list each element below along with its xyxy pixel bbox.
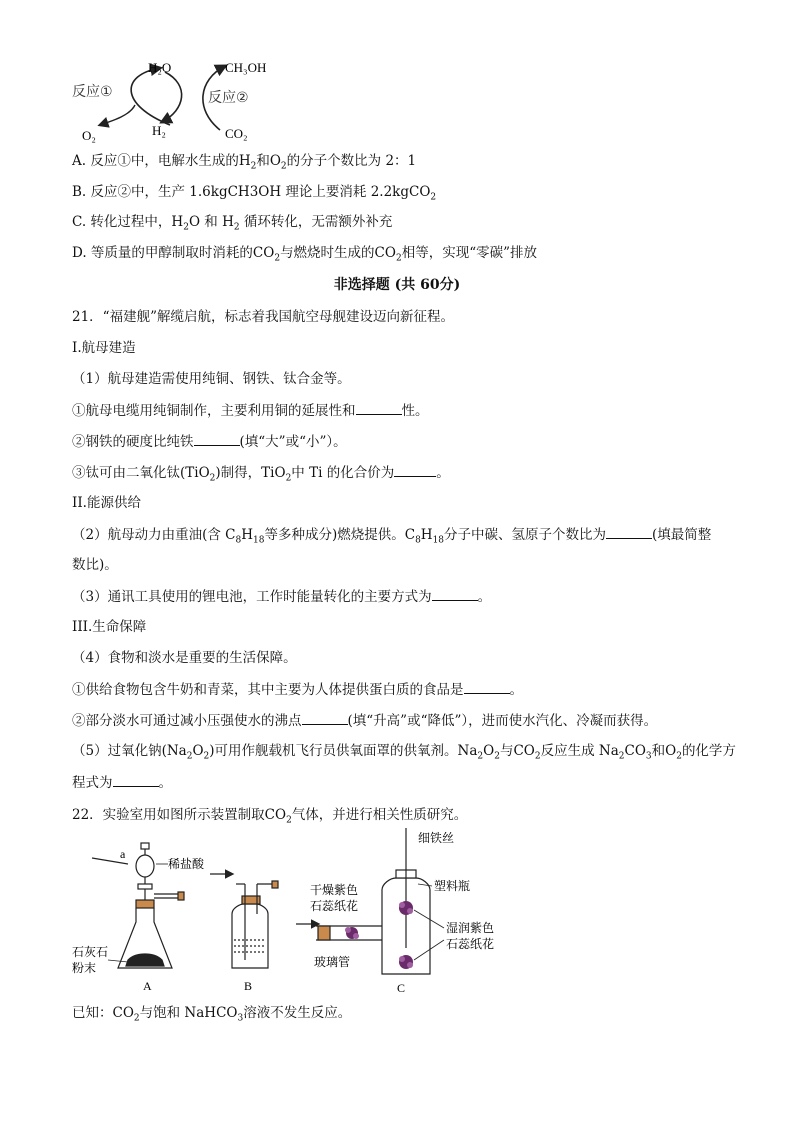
q22-known: 已知：$CO_2$与饱和 NaHCO$_3$溶液不发生反应。: [72, 1005, 352, 1024]
q21-s1b: ②钢铁的硬度比纯铁 (填“大”或“小”）。: [72, 431, 347, 452]
label-B: B: [244, 979, 253, 993]
q22-stem: 22．实验室用如图所示装置制取$CO_2$气体，并进行相关性质研究。: [72, 807, 468, 826]
label-a: a: [120, 847, 126, 861]
answer-blank[interactable]: [394, 462, 436, 477]
q21-part3: III.生命保障: [72, 619, 147, 635]
litmus-flower-dry: [345, 927, 359, 939]
label-bottle: 塑料瓶: [434, 879, 471, 893]
q21-s4a: ①供给食物包含牛奶和青菜，其中主要为人体提供蛋白质的食品是 。: [72, 679, 523, 700]
apparatus-b: [232, 881, 278, 968]
apparatus-diagram: [70, 828, 510, 1000]
label-wire: 细铁丝: [418, 831, 455, 845]
cycle-arrow-o2: [100, 105, 135, 125]
q21-stem: 21．“福建舰”解缆启航，标志着我国航空母舰建设迈向新征程。: [72, 309, 454, 325]
reaction1-label: 反应①: [72, 84, 113, 100]
label-limestone-2: 粉末: [72, 961, 97, 975]
answer-blank[interactable]: [113, 772, 159, 787]
label-tube: 玻璃管: [314, 955, 351, 969]
answer-blank[interactable]: [432, 586, 478, 601]
q21-s5: （5）过氧化钠$(Na_2O_2)$可用作舰载机飞行员供氧面罩的供氧剂。$Na_2O_2$与$CO_2$反应生成 $Na_2CO_3$和$O_2$的化学方: [72, 743, 736, 762]
o2-label: O₂: [82, 128, 96, 143]
ch3oh-label: CH₃OH: [225, 60, 267, 75]
litmus-flower-wet-lower: [399, 955, 413, 969]
cycle-arrow-h2: [162, 72, 182, 122]
answer-blank[interactable]: [606, 524, 652, 539]
option-c: C. 转化过程中，$H_2O$ 和 $H_2$ 循环转化，无需额外补充: [72, 214, 393, 233]
label-C: C: [397, 981, 406, 995]
q21-s1: （1）航母建造需使用纯铜、钢铁、钛合金等。: [72, 371, 351, 387]
h2o-label: H₂O: [148, 60, 172, 75]
label-wet-1: 湿润紫色: [446, 921, 495, 935]
q21-part1: I.航母建造: [72, 340, 136, 356]
label-A: A: [143, 979, 152, 993]
q21-s1c: ③钛可由二氧化钛(TiO$_2$)制得，TiO$_2$中 Ti 的化合价为 。: [72, 462, 450, 489]
reaction2-label: 反应②: [208, 90, 249, 106]
co2-label: CO₂: [225, 126, 248, 141]
option-b: B. 反应②中，生产 1.6kgCH3OH 理论上要消耗 2.2kgCO$_2$: [72, 184, 437, 203]
label-wet-2: 石蕊纸花: [446, 937, 495, 951]
answer-blank[interactable]: [464, 679, 510, 694]
q21-part2: II.能源供给: [72, 495, 141, 511]
q21-s2b: 数比)。: [72, 557, 118, 573]
q21-s5b: 程式为 。: [72, 772, 172, 793]
q21-s4b: ②部分淡水可通过减小压强使水的沸点 (填“升高”或“降低”），进而使水汽化、冷凝而获得。: [72, 710, 657, 731]
label-limestone-1: 石灰石: [72, 945, 109, 959]
label-dry-1: 干燥紫色: [310, 883, 359, 897]
q21-s4: （4）食物和淡水是重要的生活保障。: [72, 650, 297, 666]
q21-s2: （2）航母动力由重油(含 $C_8H_{18}$等多种成分)燃烧提供。$C_8H_{18}$分子中碳、氢原子个数比为 (填最简整: [72, 524, 711, 551]
label-acid: 稀盐酸: [168, 857, 205, 871]
q21-s3: （3）通讯工具使用的锂电池，工作时能量转化的主要方式为 。: [72, 586, 491, 607]
section-title: 非选择题 (共 60分): [333, 277, 461, 293]
litmus-flower-wet-upper: [399, 901, 413, 915]
option-a: A. 反应①中，电解水生成的$H_2$和$O_2$的分子个数比为 2：1: [72, 153, 417, 172]
answer-blank[interactable]: [356, 400, 402, 415]
label-dry-2: 石蕊纸花: [310, 899, 359, 913]
answer-blank[interactable]: [194, 431, 240, 446]
answer-blank[interactable]: [302, 710, 348, 725]
option-d: D. 等质量的甲醇制取时消耗的$CO_2$与燃烧时生成的$CO_2$相等，实现“零碳”排放: [72, 245, 538, 264]
cycle-arrow-left: [131, 68, 170, 125]
reaction-cycle-diagram: [60, 50, 300, 150]
q21-s1a: ①航母电缆用纯铜制作，主要利用铜的延展性和 性。: [72, 400, 429, 421]
h2-label: H₂: [152, 123, 166, 138]
